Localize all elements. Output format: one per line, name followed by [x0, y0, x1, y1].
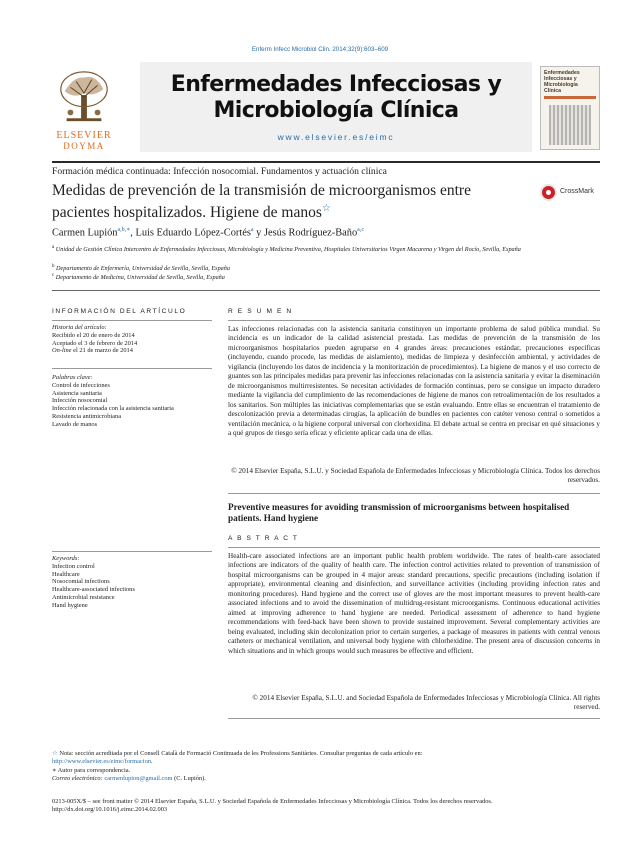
journal-header — [40, 62, 600, 158]
journal-citation: Enferm Infecc Microbiol Clin. 2014;32(9):603–609 — [251, 46, 389, 53]
keyword: Control de infecciones — [52, 381, 110, 389]
doi-link[interactable]: http://dx.doi.org/10.1016/j.eimc.2014.02.003 — [52, 806, 168, 813]
keyword: Healthcare — [52, 570, 80, 578]
cover-title: Enfermedades Infecciosas y Microbiología Clínica — [544, 70, 580, 94]
publisher-name: ELSEVIER — [56, 130, 112, 141]
keyword: Lavado de manos — [52, 420, 98, 428]
keyword: Hand hygiene — [52, 601, 88, 609]
keywords-en: Keywords: Infection control Healthcare Nosocomial infections Healthcare-associated infections Antimicrobial resistance Hand hygiene — [52, 555, 212, 610]
author-name: Carmen Lupión — [52, 227, 118, 239]
elsevier-tree-icon — [55, 68, 113, 126]
header-divider — [52, 161, 600, 163]
author-affiliation-marks[interactable]: a — [250, 227, 254, 233]
author-name: Jesús Rodríguez-Baño — [263, 227, 358, 239]
divider — [52, 551, 212, 552]
abstract-heading: A B S T R A C T — [228, 535, 299, 542]
journal-title-box — [140, 62, 532, 152]
article-info-heading: INFORMACIÓN DEL ARTÍCULO — [52, 308, 187, 315]
affiliation: $^b$ Departamento de Enfermería, Universidad de Sevilla, Sevilla, España — [52, 264, 230, 273]
abstract-copyright: © 2014 Elsevier España, S.L.U. and Sociedad Española de Enfermedades Infecciosas y Microbiología Clínica. All rights reserved. — [252, 694, 600, 712]
accreditation-link[interactable]: http://www.elsevier.es/eimc/formacion — [52, 758, 151, 765]
cover-bar — [544, 96, 596, 99]
keyword: Infección nosocomial — [52, 397, 108, 405]
divider — [228, 547, 600, 548]
divider — [228, 493, 600, 494]
keyword: Nosocomial infections — [52, 578, 110, 586]
keyword: Resistencia antimicrobiana — [52, 412, 122, 420]
crossmark-label: CrossMark — [560, 188, 594, 195]
journal-url-link[interactable]: www.elsevier.es/eimc — [277, 132, 395, 142]
resumen-heading: R E S U M E N — [228, 308, 293, 315]
divider — [228, 718, 600, 719]
keyword: Asistencia sanitaria — [52, 389, 102, 397]
keyword: Infection control — [52, 562, 95, 570]
elsevier-logo — [40, 68, 128, 152]
affiliation: $^a$ Unidad de Gestión Clínica Intercentro de Enfermedades Infecciosas, Microbiología y Medicina Preventiva, Hospitales Universitarios Virgen Macarena y Virgen del Rocío, Sevilla, España — [52, 245, 521, 254]
divider — [52, 320, 212, 321]
author-list: Carmen Lupión$^{a,b,∗}$, Luis Eduardo López-Cortés$^a$ y Jesús Rodríguez-Baño$^{a,c}$ — [52, 227, 364, 239]
crossmark-badge[interactable] — [540, 184, 602, 204]
keyword: Healthcare-associated infections — [52, 586, 135, 594]
divider — [228, 320, 600, 321]
author-affiliation-marks[interactable]: a,b,∗ — [117, 227, 131, 233]
keywords-es: Palabras clave: Control de infecciones Asistencia sanitaria Infección nosocomial Infección relacionada con la asistencia sanitaria Resistencia antimicrobiana Lavado de manos — [52, 374, 212, 429]
journal-cover-thumbnail — [540, 66, 600, 150]
issn-line: 0213-005X/$ – see front matter © 2014 Elsevier España, S.L.U. y Sociedad Española de Enfermedades Infecciosas y Microbiología Clínica. Todos los derechos reservados. — [52, 798, 493, 805]
publisher-imprint: DOYMA — [63, 141, 105, 151]
resumen-copyright: © 2014 Elsevier España, S.L.U. y Sociedad Española de Enfermedades Infecciosas y Microbiología Clínica. Todos los derechos reservados. — [231, 467, 600, 485]
author-affiliation-marks[interactable]: a,c — [357, 227, 364, 233]
front-matter-divider — [52, 290, 600, 291]
keyword: Infección relacionada con la asistencia sanitaria — [52, 405, 174, 413]
correspondence-footnote: ∗ Autor para correspondencia. Correo electrónico: carmenlupion@gmail.com (C. Lupión). — [52, 767, 206, 782]
resumen-text: Las infecciones relacionadas con la asistencia sanitaria constituyen un importante problema de salud pública mundial. Su incidencia es un indicador de la calidad asistencial prestada. Las medidas de prevención de la transmisión de los microorganismos hospitalarios pueden agruparse en 4 grandes áreas: precauciones estándar, precauciones específicas (incluyendo, cuando procede, las medidas de aislamiento), medidas de limpieza y desinfección ambiental, y actividades de vigilancia (incluyendo los datos de incidencia y la monitorización de procedimientos). La higiene de manos y el uso correcto de guantes son las principales medidas para prevenir las infecciones relacionadas con la asistencia sanitaria y evitar la diseminación de microorganismos multirresistentes. Se necesitan actividades de formación continuas, pero se consigue un impacto duradero mediante la vigilancia del cumplimiento de las recomendaciones de higiene de manos con retroalimentación de los resultados a los sanitarios. Son múltiples las iniciativas complementarias que se están evaluando. Entre ellas se encuentran el tratamiento de descolonización previa a determinadas cirugías, la aplicación de bundles en pacientes con catéter venoso central o sometidos a ventilación mecánica, o la higiene corporal universal con clorhexidina. El debate actual se centra en precisar en qué situaciones y a qué grupos de riesgo sería eficaz y eficiente aplicar cada una de ellas. — [228, 325, 600, 437]
english-title: Preventive measures for avoiding transmission of microorganisms between hospitalised patients. Hand hygiene — [228, 502, 570, 523]
author-name: Luis Eduardo López-Cortés — [135, 227, 251, 239]
article-history: Historia del artículo: Recibido el 20 de enero de 2014 Aceptado el 3 de febrero de 2014 On-line el 21 de marzo de 2014 — [52, 324, 138, 355]
article-title: Medidas de prevención de la transmisión de microorganismos entre pacientes hospitalizados. Higiene de manos☆ — [52, 182, 471, 222]
journal-title: Enfermedades Infecciosas y Microbiología Clínica — [170, 72, 502, 123]
email-link[interactable]: carmenlupion@gmail.com — [104, 775, 173, 782]
divider — [52, 368, 212, 369]
abstract-text: Health-care associated infections are an important public health problem worldwide. The rates of health-care associated infections are indicators of the quality of health care. The infection control activities related to prevention of transmission of hospital microorganisms can be grouped in 4 major areas: standard precautions, specific precautions (including isolation if appropriate), environmental cleaning and disinfection, and surveillance activities (including providing infection rates and monitoring procedures). Hand hygiene and the correct use of gloves are the most important measures to prevent health-care associated infections and to avoid the dissemination of multidrug-resistant microorganisms. Continuous educational activities aimed at improving adherence to hand hygiene are needed. Periodical assessment of adherence to hand hygiene recommendations with feed-back have been shown to provide sustained improvement. Several complementary activities are being evaluated, including skin decolonization prior to certain surgeries, a package of measures in patients with central venous catheters or mechanical ventilation, and universal body hygiene with chlorhexidine. The present area of discussion concerns in which situations and in which groups would such measures be effective and efficient. — [228, 552, 600, 655]
keyword: Antimicrobial resistance — [52, 593, 115, 601]
crossmark-icon — [540, 184, 557, 201]
affiliation: $^c$ Departamento de Medicina, Universidad de Sevilla, Sevilla, España — [52, 273, 225, 282]
accreditation-footnote: ☆ Nota: sección acreditada por el Consell Català de Formació Continuada de les Professions Sanitàries. Consultar preguntas de cada artículo en: http://www.elsevier.es/eimc/formacion. — [52, 750, 423, 765]
cover-image — [549, 105, 591, 145]
title-footnote-mark[interactable]: ☆ — [321, 203, 331, 214]
section-heading: Formación médica continuada: Infección nosocomial. Fundamentos y actuación clínica — [52, 166, 387, 177]
